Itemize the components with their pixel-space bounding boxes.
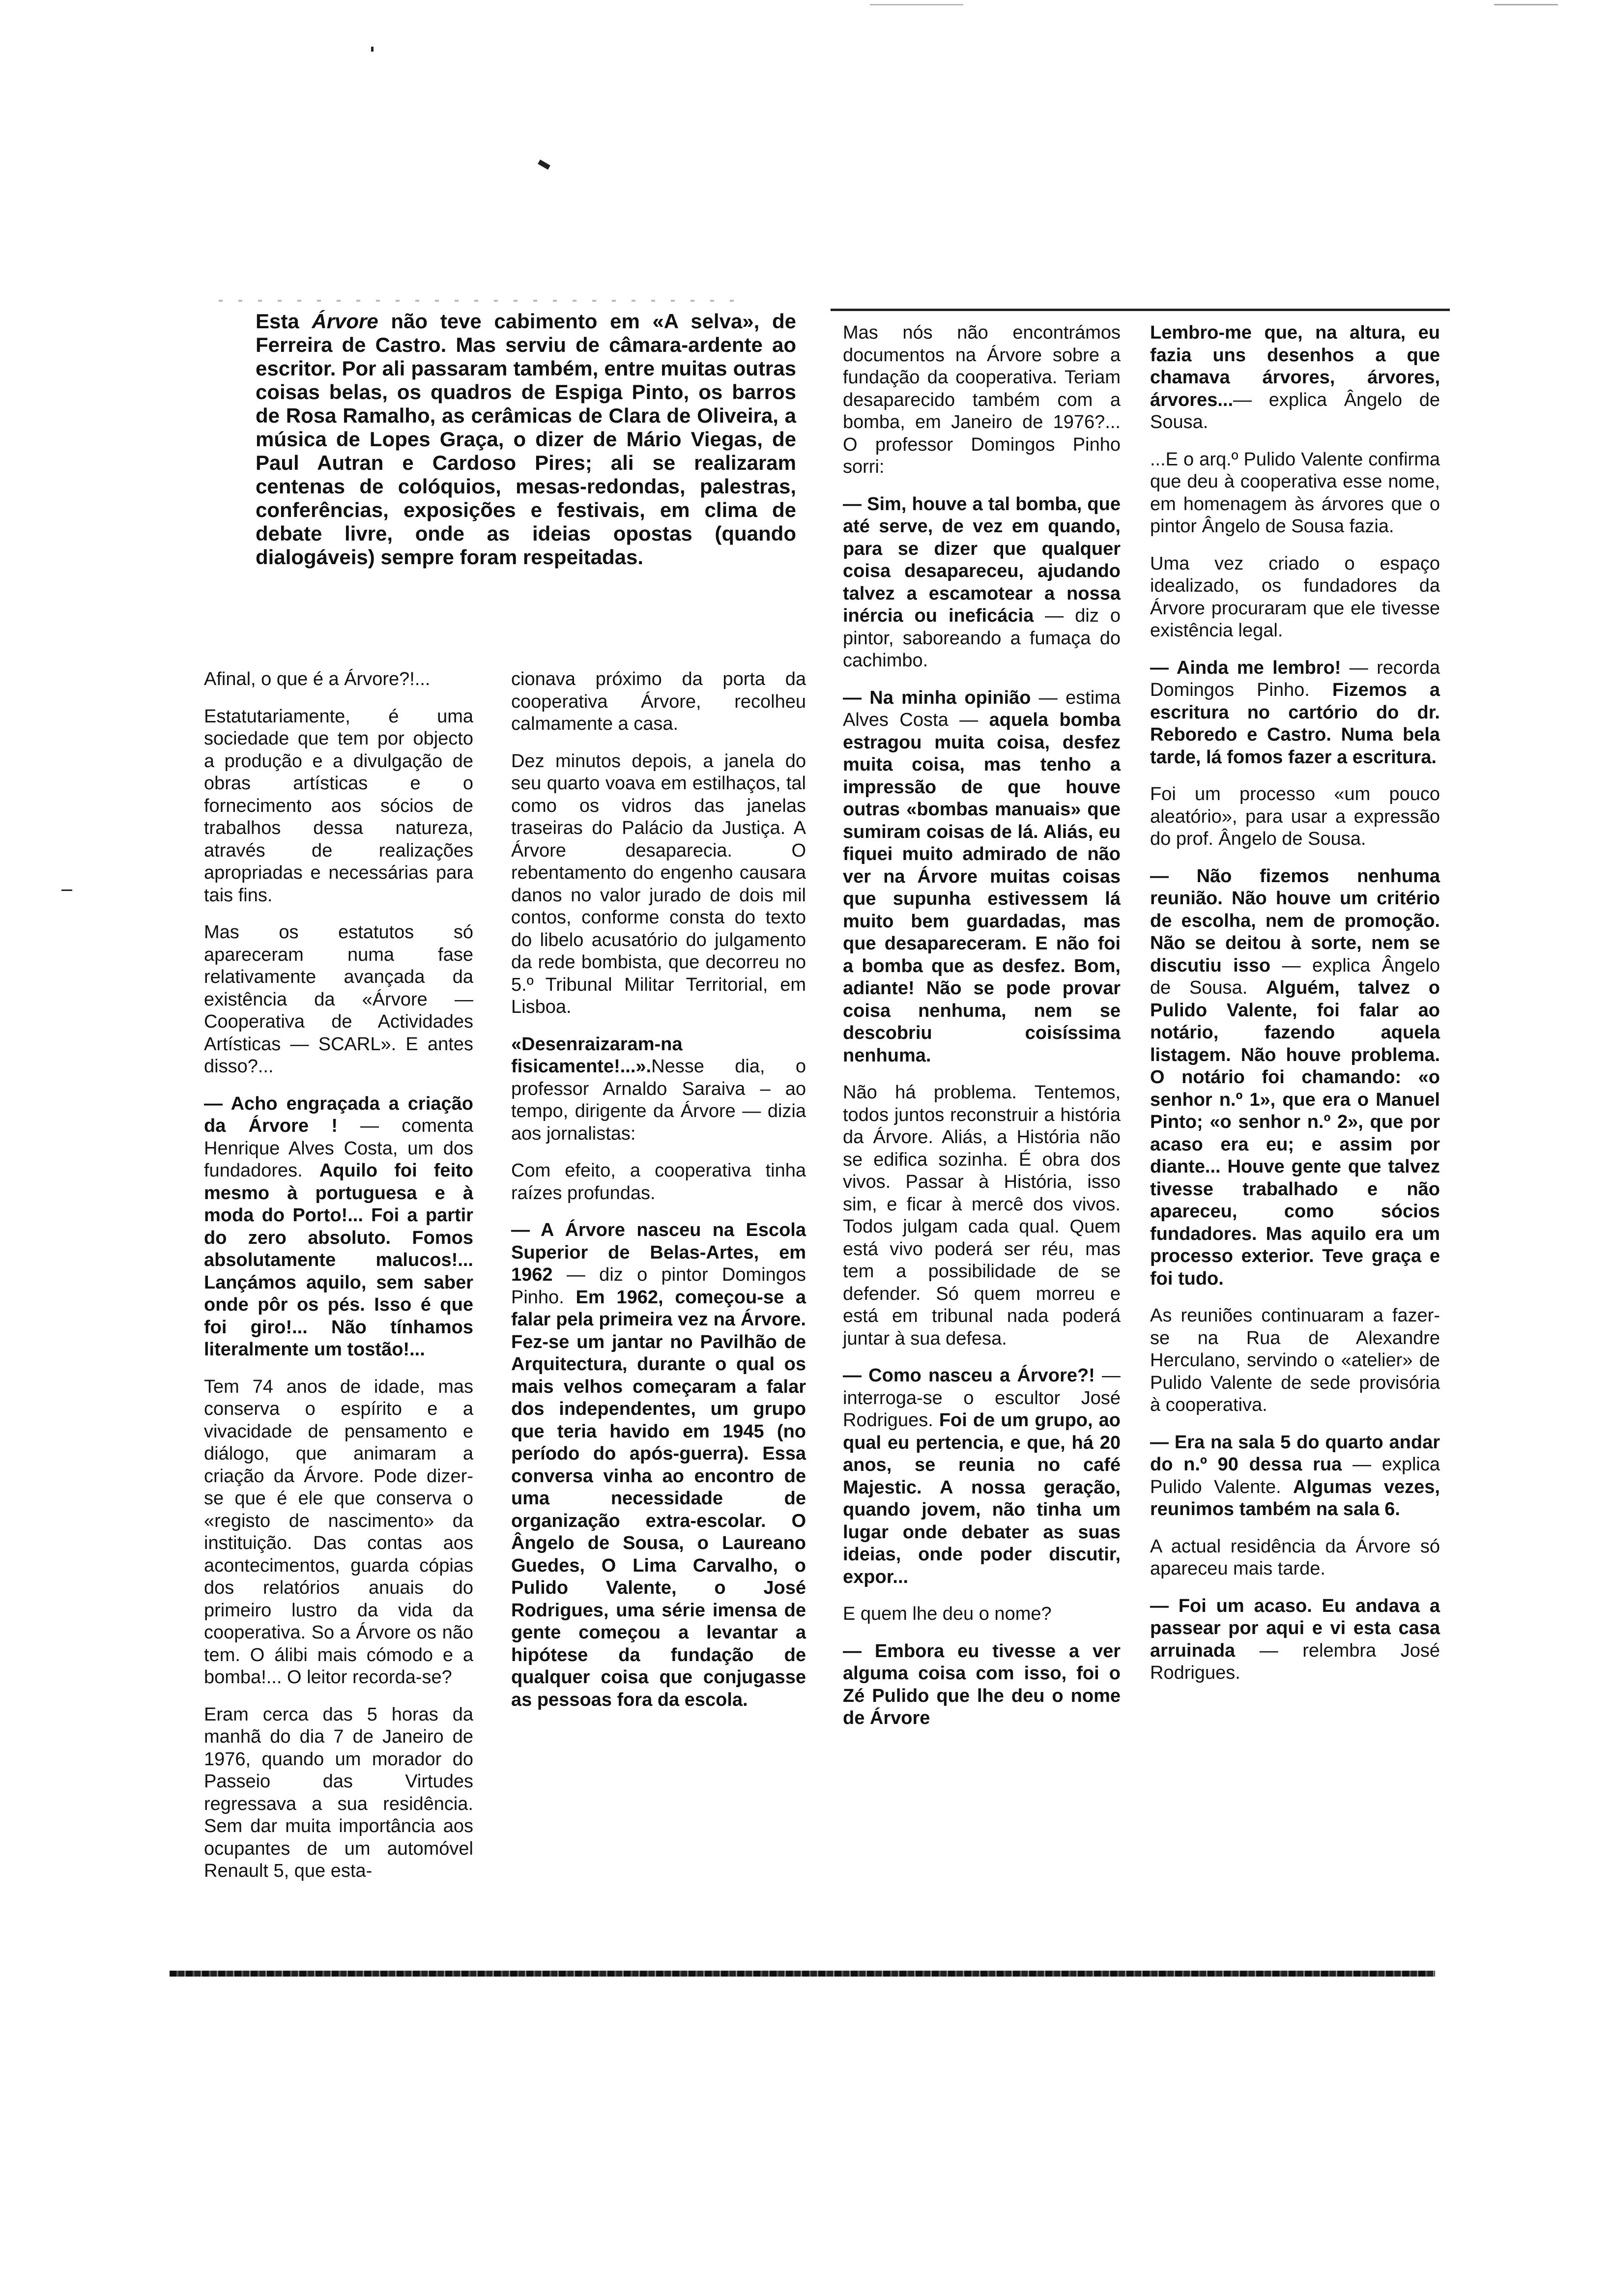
bold-text: — Não fizemos nenhuma reunião. Não houve um critério de escolha, nem de promoção. Não se deitou à sorte, nem se discutiu isso [1150, 865, 1440, 976]
lead-paragraph [256, 310, 796, 569]
paragraph [204, 921, 473, 1078]
paragraph [843, 322, 1121, 479]
paragraph [843, 1640, 1121, 1730]
bold-text: — Acho engraçada a criação da Árvore ! [204, 1093, 473, 1136]
body-text: Nesse dia, o professor Arnaldo Saraiva – ao tempo, dirigente da Árvore — dizia aos jornalistas: [511, 1056, 806, 1144]
body-text: Estatutariamente, é uma sociedade que tem por objecto a produção e a divulgação de obras artísticas e o fornecimento aos sócios de trabalhos dessa natureza, através de realizações apropriadas e necessárias para tais fins. [204, 706, 473, 906]
print-speck [538, 160, 550, 170]
body-text: — explica Pulido Valente. [1150, 1454, 1440, 1497]
paragraph [1150, 553, 1440, 642]
paragraph [204, 1376, 473, 1689]
paragraph [204, 706, 473, 907]
paragraph [1150, 865, 1440, 1291]
body-text: Dez minutos depois, a janela do seu quarto voava em estilhaços, tal como os vidros das janelas traseiras do Palácio da Justiça. A Árvore desaparecia. O rebentamento do engenho causara danos no valor jurado de dois mil contos, conforme consta do texto do libelo acusatório do julgamento da rede bombista, que decorreu no 5.º Tribunal Militar Territorial, em Lisboa. [511, 750, 806, 1017]
body-text: — recorda Domingos Pinho. [1150, 657, 1440, 700]
bold-text: — Na minha opinião [843, 687, 1031, 708]
paragraph [204, 668, 473, 691]
bold-text: Lembro-me que, na altura, eu fazia uns desenhos a que chamava árvores, árvores, árvores... [1150, 322, 1440, 410]
print-speck [870, 4, 963, 5]
body-text: Uma vez criado o espaço idealizado, os fundadores da Árvore procuraram que ele tivesse existência legal. [1150, 553, 1440, 641]
bold-text: Foi de um grupo, ao qual eu pertencia, e que, há 20 anos, se reunia no café Majestic. A nossa geração, quando jovem, não tinha um lugar onde debater as suas ideias, onde poder discutir, expor... [843, 1410, 1121, 1587]
lead-part-italic: Árvore [312, 310, 378, 333]
lead-part: Esta [256, 310, 312, 333]
body-text: Não há problema. Tentemos, todos juntos reconstruir a história da Árvore. Aliás, a História não se edifica sozinha. É obra dos vivos. Passar à História, isso sim, e ficar à mercê dos vivos. Todos julgam cada qual. Quem está vivo poderá ser réu, mas tem a possibilidade de se defender. Só quem morreu e está em tribunal nada poderá juntar à sua defesa. [843, 1082, 1121, 1349]
paragraph [843, 1365, 1121, 1588]
print-speck [61, 890, 72, 891]
body-text: Afinal, o que é a Árvore?!... [204, 669, 431, 689]
body-text: Com efeito, a cooperativa tinha raízes profundas. [511, 1160, 806, 1204]
lead-part: não teve cabimento em «A selva», de Ferreira de Castro. Mas serviu de câmara-ardente ao escritor. Por ali passaram também, entre muitas outras coisas belas, os quadros de Espiga Pinto, os barros de Rosa Ramalho, as cerâmicas de Clara de Oliveira, a música de Lopes Graça, o dizer de Mário Viegas, de Paul Autran e Cardoso Pires; ali se realizaram centenas de colóquios, mesas-redondas, palestras, conferências, exposições e festivais, em clima de debate livre, onde as ideias opostas (quando dialogáveis) sempre foram respeitadas. [256, 310, 796, 569]
paragraph [843, 493, 1121, 672]
body-text: Mas os estatutos só apareceram numa fase relativamente avançada da existência da «Árvore — Cooperativa de Actividades Artísticas — SCARL». E antes disso?... [204, 922, 473, 1077]
article-column-1 [204, 668, 473, 1897]
faded-header-trace [219, 300, 735, 302]
bold-text: «Desenraizaram-na fisicamente!...». [511, 1033, 683, 1077]
paragraph [1150, 1432, 1440, 1521]
paragraph [511, 1219, 806, 1711]
paragraph [1150, 322, 1440, 434]
body-text: Eram cerca das 5 horas da manhã do dia 7 de Janeiro de 1976, quando um morador do Passeio das Virtudes regressava a sua residência. Sem dar muita importância aos ocupantes de um automóvel Renault 5, que esta- [204, 1704, 473, 1881]
bottom-rule [170, 1971, 1435, 1977]
body-text: E quem lhe deu o nome? [843, 1604, 1052, 1624]
paragraph [1150, 1595, 1440, 1685]
bold-text: — A Árvore nasceu na Escola Superior de Belas-Artes, em 1962 [511, 1220, 806, 1285]
body-text: ...E o arq.º Pulido Valente confirma que deu à cooperativa esse nome, em homenagem às árvores que o pintor Ângelo de Sousa fazia. [1150, 449, 1440, 537]
body-text: A actual residência da Árvore só apareceu mais tarde. [1150, 1536, 1440, 1579]
bold-text: — Era na sala 5 do quarto andar do n.º 90 dessa rua [1150, 1432, 1440, 1475]
paragraph [511, 1033, 806, 1146]
bold-text: aquela bomba estragou muita coisa, desfez muita coisa, mas tenho a impressão de que houve outras «bombas manuais» que sumiram coisas de lá. Aliás, eu fiquei muito admirado de não ver na Árvore muitas coisas que supunha estivessem lá muito bem guardadas, mas que desapareceram. E não foi a bomba que as desfez. Bom, adiante! Não se pode provar coisa nenhuma, nem se descobriu coisíssima nenhuma. [843, 710, 1121, 1066]
body-text: Tem 74 anos de idade, mas conserva o espírito e a vivacidade de pensamento e diálogo, que animaram a criação da Árvore. Pode dizer-se que é ele que conserva o «registo de nascimento» da instituição. Das contas aos acontecimentos, guarda cópias dos relatórios anuais do primeiro lustro da vida da cooperativa. So a Árvore os não tem. O álibi mais cómodo e a bomba!... O leitor recorda-se? [204, 1376, 473, 1688]
paragraph [1150, 1305, 1440, 1417]
body-text: cionava próximo da porta da cooperativa Árvore, recolheu calmamente a casa. [511, 669, 806, 734]
bold-text: Algumas vezes, reunimos também na sala 6. [1150, 1476, 1440, 1520]
bold-text: — Como nasceu a Árvore?! [843, 1365, 1095, 1386]
article-column-2 [511, 668, 806, 1726]
body-text: Mas nós não encontrámos documentos na Árvore sobre a fundação da cooperativa. Teriam desaparecido também com a bomba, em Janeiro de 1976?... O professor Domingos Pinho sorri: [843, 322, 1121, 477]
bold-text: — Embora eu tivesse a ver alguma coisa com isso, foi o Zé Pulido que lhe deu o nome de Árvore [843, 1640, 1121, 1728]
paragraph [511, 1160, 806, 1205]
paragraph [511, 668, 806, 736]
body-text: As reuniões continuaram a fazer-se na Rua de Alexandre Herculano, servindo o «atelier» de Pulido Valente de sede provisória à cooperativa. [1150, 1305, 1440, 1415]
bold-text: Aquilo foi feito mesmo à portuguesa e à moda do Porto!... Foi a partir do zero absoluto. Fomos absolutamente malucos!... Lançámos aquilo, sem saber onde pôr os pés. Isso é que foi giro!... Não tínhamos literalmente um tostão!... [204, 1160, 473, 1360]
body-text: — estima Alves Costa — [843, 687, 1121, 730]
body-text: — comenta Henrique Alves Costa, um dos fundadores. [204, 1116, 473, 1181]
paragraph [843, 687, 1121, 1067]
bold-text: Fizemos a escritura no cartório do dr. Reboredo e Castro. Numa bela tarde, lá fomos fazer a escritura. [1150, 680, 1440, 768]
body-text: — relembra José Rodrigues. [1150, 1640, 1440, 1683]
body-text: — explica Ângelo de Sousa. [1150, 389, 1440, 432]
body-text: Foi um processo «um pouco aleatório», para usar a expressão do prof. Ângelo de Sousa. [1150, 784, 1440, 849]
body-text: — explica Ângelo de Sousa. [1150, 955, 1440, 998]
paragraph [1150, 449, 1440, 538]
paragraph [843, 1082, 1121, 1350]
bold-text: — Foi um acaso. Eu andava a passear por aqui e vi esta casa arruinada [1150, 1595, 1440, 1661]
bold-text: Em 1962, começou-se a falar pela primeira vez na Árvore. Fez-se um jantar no Pavilhão de Arquitectura, durante o qual os mais velhos começaram a falar dos independentes, um grupo que teria havido em 1945 (no período do após-guerra). Essa conversa vinha ao encontro de uma necessidade de organização extra-escolar. O Ângelo de Sousa, o Laureano Guedes, O Lima Carvalho, o Pulido Valente, o José Rodrigues, uma série imensa de gente começou a levantar a hipótese da fundação de qualquer coisa que conjugasse as pessoas fora da escola. [511, 1287, 806, 1710]
paragraph [204, 1704, 473, 1883]
print-speck [371, 47, 374, 52]
body-text: — diz o pintor, saboreando a fumaça do cachimbo. [843, 605, 1121, 671]
body-text: — diz o pintor Domingos Pinho. [511, 1264, 806, 1308]
print-speck [1494, 4, 1558, 5]
bold-text: Alguém, talvez o Pulido Valente, foi falar ao notário, fazendo aquela listagem. Não houve problema. O notário foi chamando: «o senhor n.º 1», que era o Manuel Pinto; «o senhor n.º 2», que por acaso era eu; e assim por diante... Houve gente que talvez tivesse trabalhado e não apareceu, como sócios fundadores. Mas aquilo era um processo exterior. Teve graça e foi tudo. [1150, 977, 1440, 1289]
bold-text: — Ainda me lembro! [1150, 657, 1341, 678]
top-rule [831, 309, 1450, 311]
paragraph [843, 1603, 1121, 1626]
bold-text: — Sim, houve a tal bomba, que até serve, de vez em quando, para se dizer que qualquer coisa desapareceu, ajudando talvez a escamotear a nossa inércia ou ineficácia [843, 493, 1121, 626]
paragraph [1150, 657, 1440, 769]
paragraph [511, 750, 806, 1019]
body-text: — interroga-se o escultor José Rodrigues. [843, 1365, 1121, 1431]
paragraph [1150, 1536, 1440, 1580]
article-column-4 [1150, 322, 1440, 1699]
article-column-3 [843, 322, 1121, 1745]
paragraph [204, 1093, 473, 1361]
paragraph [1150, 783, 1440, 851]
